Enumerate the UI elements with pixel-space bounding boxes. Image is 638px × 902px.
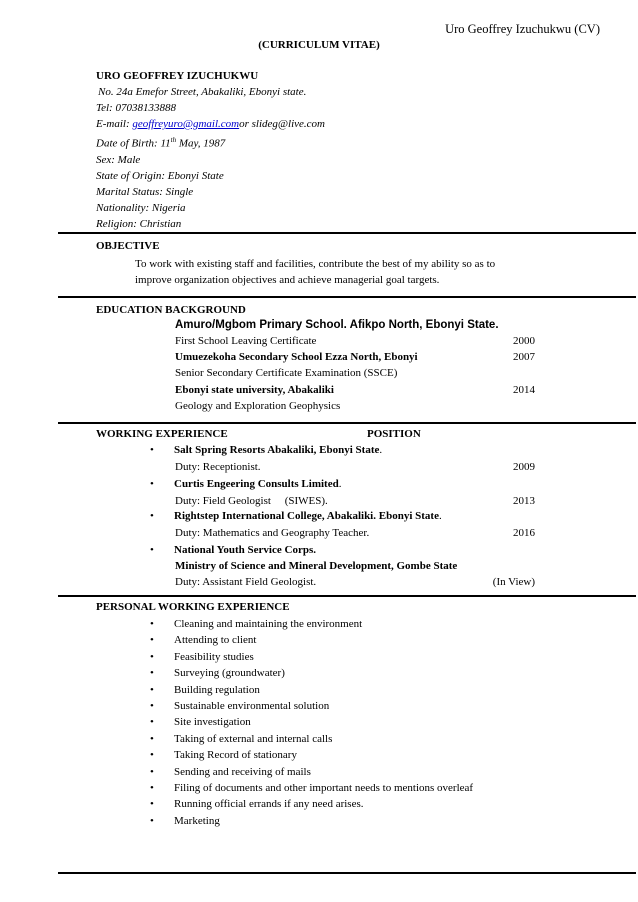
dob-day: Date of Birth: 11	[96, 137, 171, 150]
bullet-icon: •	[150, 814, 154, 827]
personal-work-title: PERSONAL WORKING EXPERIENCE	[96, 601, 290, 613]
page-bottom-divider	[58, 872, 636, 874]
duty-year: 2009	[513, 461, 535, 473]
bullet-icon: •	[150, 478, 154, 490]
bullet-icon: •	[150, 782, 154, 794]
section-divider	[58, 232, 636, 234]
experience-text: Feasibility studies	[174, 650, 254, 663]
objective-line: To work with existing staff and facilities, contribute the best of my ability so as to	[135, 258, 496, 270]
telephone: Tel: 07038133888	[96, 102, 176, 114]
employer-name	[174, 443, 382, 458]
bullet-icon: •	[150, 765, 154, 778]
religion: Religion: Christian	[96, 217, 182, 230]
dob-month-year: May, 1987	[178, 137, 226, 150]
experience-text: Surveying (groundwater)	[174, 667, 285, 680]
experience-text: Taking of external and internal calls	[174, 732, 333, 745]
education-item: First School Leaving Certificate	[175, 335, 317, 347]
date-of-birth	[96, 132, 325, 152]
bullet-icon: •	[150, 700, 154, 712]
document-title: (CURRICULUM VITAE)	[258, 39, 380, 51]
employer-name-line2: Ministry of Science and Mineral Development, Gombe State	[175, 560, 458, 572]
duty-row	[175, 460, 535, 475]
duty-row	[175, 494, 535, 509]
employer-label: Rightstep International College, Abakaliki. Ebonyi State	[174, 510, 439, 522]
experience-text: Cleaning and maintaining the environment	[174, 618, 363, 630]
bullet-icon: •	[150, 683, 154, 696]
personal-details	[96, 68, 325, 232]
education-item: Senior Secondary Certificate Examination (SSCE)	[175, 367, 398, 379]
email-line	[96, 116, 325, 132]
education-year: 2014	[513, 384, 535, 396]
duty-text: Duty: Field Geologist (SIWES).	[175, 495, 328, 507]
employer-label: Curtis Engeering Consults Limited	[174, 478, 339, 490]
duty-text: Duty: Mathematics and Geography Teacher.	[175, 527, 370, 539]
education-row	[175, 334, 535, 349]
address: No. 24a Emefor Street, Abakaliki, Ebonyi state.	[98, 86, 307, 98]
experience-text: Building regulation	[174, 683, 260, 696]
objective-line: improve organization objectives and achieve managerial goal targets.	[135, 274, 440, 286]
marital-status: Marital Status: Single	[96, 185, 194, 198]
work-title: WORKING EXPERIENCE	[96, 428, 228, 440]
duty-text: Duty: Receptionist.	[175, 461, 261, 473]
primary-school: Amuro/Mgbom Primary School. Afikpo North, Ebonyi State.	[175, 319, 499, 331]
experience-text: Marketing	[174, 814, 220, 827]
experience-text: Taking Record of stationary	[174, 749, 297, 762]
bullet-icon: •	[150, 667, 154, 680]
section-divider	[58, 422, 636, 424]
education-item: Umuezekoha Secondary School Ezza North, Ebonyi	[175, 351, 418, 363]
bullet-icon: •	[150, 650, 154, 663]
duty-year: (In View)	[492, 576, 535, 588]
full-name: URO GEOFFREY IZUCHUKWU	[96, 70, 259, 82]
education-title: EDUCATION BACKGROUND	[96, 304, 246, 316]
email-link[interactable]: geoffreyuro@gmail.com	[132, 118, 240, 130]
nationality: Nationality: Nigeria	[96, 201, 186, 214]
education-year: 2007	[513, 351, 535, 363]
employer-punct: .	[338, 478, 342, 490]
education-row	[175, 350, 535, 365]
section-divider	[58, 296, 636, 298]
bullet-icon: •	[150, 749, 154, 762]
duty-year: 2013	[513, 495, 535, 507]
page-header-name: Uro Geoffrey Izuchukwu (CV)	[445, 22, 600, 36]
experience-text: Sustainable environmental solution	[174, 700, 330, 712]
email-separator: or	[239, 118, 249, 130]
employer-name	[174, 543, 316, 558]
duty-row	[175, 526, 535, 541]
experience-text: Running official errands if any need arises.	[174, 798, 364, 811]
duty-text: Duty: Assistant Field Geologist.	[175, 576, 317, 588]
sex: Sex: Male	[96, 153, 141, 166]
employer-name	[174, 477, 341, 492]
bullet-icon: •	[150, 798, 154, 811]
education-year: 2000	[513, 335, 535, 347]
education-row	[175, 366, 535, 381]
employer-label: National Youth Service Corps.	[174, 544, 316, 556]
education-row	[175, 399, 535, 414]
bullet-icon: •	[150, 510, 154, 522]
duty-row	[175, 575, 535, 590]
email-secondary: slideg@live.com	[251, 118, 326, 130]
experience-text: Attending to client	[174, 634, 257, 647]
objective-text	[135, 256, 555, 288]
duty-year: 2016	[513, 527, 535, 539]
bullet-icon: •	[150, 732, 154, 745]
state-of-origin: State of Origin: Ebonyi State	[96, 169, 224, 182]
education-item: Ebonyi state university, Abakaliki	[175, 384, 334, 396]
bullet-icon: •	[150, 634, 154, 647]
employer-punct: .	[379, 444, 383, 456]
employer-name	[174, 509, 442, 524]
bullet-icon: •	[150, 618, 154, 630]
employer-label: Salt Spring Resorts Abakaliki, Ebonyi State	[174, 444, 380, 456]
education-item: Geology and Exploration Geophysics	[175, 400, 341, 412]
objective-title: OBJECTIVE	[96, 240, 160, 252]
education-row	[175, 383, 535, 398]
experience-text: Sending and receiving of mails	[174, 765, 311, 778]
experience-text: Filing of documents and other important needs to mentions overleaf	[174, 782, 474, 794]
position-title: POSITION	[367, 428, 421, 440]
email-label: E-mail:	[96, 118, 133, 130]
dob-suffix: th	[170, 136, 177, 144]
bullet-icon: •	[150, 444, 154, 456]
bullet-icon: •	[150, 544, 154, 556]
bullet-icon: •	[150, 716, 154, 729]
employer-punct: .	[438, 510, 442, 522]
experience-text: Site investigation	[174, 716, 251, 729]
section-divider	[58, 595, 636, 597]
